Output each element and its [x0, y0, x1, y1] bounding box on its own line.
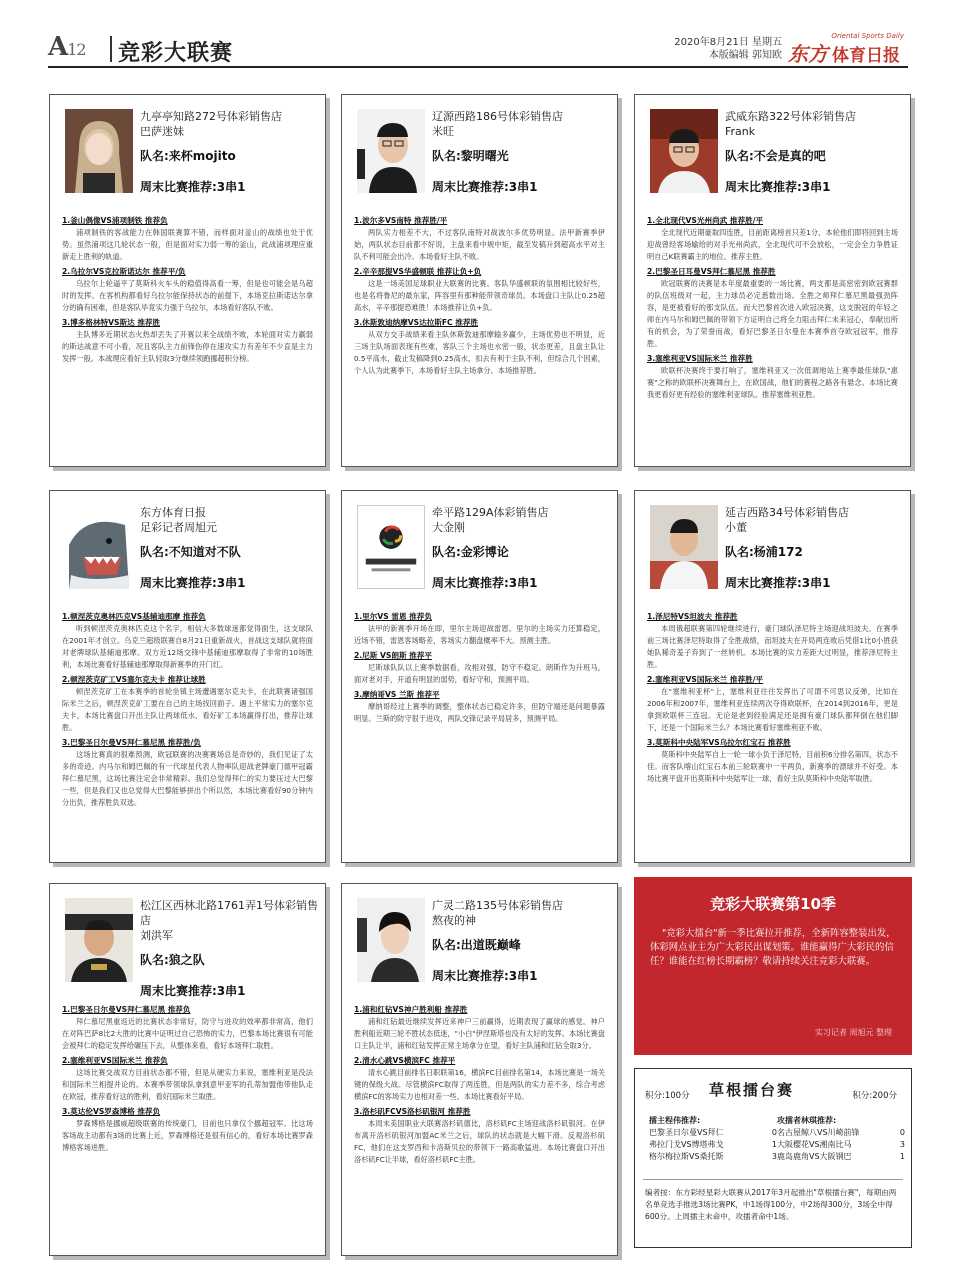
tipster-card	[49, 490, 326, 863]
pick-row: 巴黎圣日尔曼VS拜仁 0	[649, 1128, 777, 1137]
newspaper-logo: Oriental Sports Daily 东方 体育日报	[788, 32, 904, 66]
promo-author: 实习记者 周旭元 整理	[814, 1028, 892, 1037]
match-title: 3.巴黎圣日尔曼VS拜仁慕尼黑 推荐胜/负	[62, 738, 201, 747]
right-score: 积分:200分	[852, 1091, 897, 1101]
store-name: 延吉西路34号体彩销售店	[725, 506, 849, 519]
team-name: 队名:出道既巅峰	[432, 938, 521, 952]
store-name: 东方体育日报	[140, 506, 206, 519]
match-title: 2.塞维利亚VS国际米兰 推荐负	[62, 1056, 168, 1065]
match-title: 1.里尔VS 雷恩 推荐负	[354, 612, 432, 621]
issue-editor: 本版编辑 郭知欧	[708, 50, 782, 61]
store-name: 牵平路129A体彩销售店	[432, 506, 549, 519]
pick-row: 格尔梅拉斯VS桑托斯 3	[649, 1152, 777, 1161]
grassroots-challenge-box	[634, 1068, 912, 1248]
team-name: 队名:不知道对不队	[140, 545, 241, 559]
match-analysis	[62, 1004, 313, 1156]
match-text: 这是一场美国足球职业大联赛的比赛。客队华盛顿联的氛围相比较好些，也是名将鲁尼的最东家，阵容里有那种能带领奇球员。本场盘口主队让0.25超高水，辛辛那提恐难胜！本场推荐让负+负。	[354, 279, 605, 312]
challenger-picks	[777, 1115, 905, 1163]
match-text: 两队实力相差不大，不过客队南特对战波尔多优势明显。法甲新赛季伊始，两队状态目前都不好说，主盘来看中规中矩，截至发稿升到超高水平对主队不利可能会出冷。本场看好主队不败。	[354, 228, 605, 261]
weekend-recommendation: 周末比赛推荐:3串1	[725, 576, 831, 590]
header-divider	[110, 36, 112, 62]
match-title: 2.巴黎圣日耳曼VS拜仁慕尼黑 推荐胜	[647, 267, 776, 276]
match-text: 浦项制铁的客战能力在韩国联赛算不错，而样面对釜山的战绩也处于优势。虽然浦项这几轮状态一般，但是面对实力弱一筹的釜山，此战浦项理应重新走上胜利的轨道。	[62, 228, 313, 261]
season-promo-box	[634, 877, 912, 1055]
page-header	[48, 30, 908, 68]
divider	[643, 1179, 903, 1180]
match-title: 2.顿涅茨克矿工VS塞尔克夫卡 推荐让球胜	[62, 675, 206, 684]
match-title: 3.博多格林特VS斯达 推荐胜	[62, 318, 161, 327]
issue-date: 2020年8月21日 星期五	[674, 37, 782, 48]
match-title: 2.塞维利亚VS国际米兰 推荐胜/平	[647, 675, 764, 684]
team-name: 队名:狼之队	[140, 953, 205, 967]
match-title: 3.莫达伦VS罗森博格 推荐负	[62, 1107, 161, 1116]
tipster-name: 大金刚	[432, 521, 465, 534]
tipster-name: 刘洪军	[140, 929, 173, 942]
champion-heading: 擂主程伟推荐:	[649, 1116, 701, 1125]
promo-body: "竞彩大擂台"新一季比赛拉开推荐，全新阵容整装出发，体彩网点业主为广大彩民出谋划策。谁能赢得广大彩民的信任？谁能在红榜长期霸榜？敬请持续关注竞彩大联赛。	[650, 928, 896, 967]
match-text: 听到顿涅茨克奥林匹克这个名字，相信大多数球迷都觉得面生，这支球队在2001年才创立。乌克兰超级联赛自8月21日重新战火，首战这支球队就将面对老牌球队基辅迪那摩。双方近12场交锋中基辅迪那摩取得了非常的10场胜利，本场比赛看好基辅迪那摩取得新赛季的开门红。	[62, 624, 313, 669]
match-analysis	[62, 611, 313, 811]
tipster-name: 熬夜的神	[432, 914, 476, 927]
match-title: 3.塞维利亚VS国际米兰 推荐胜	[647, 354, 753, 363]
match-analysis	[62, 215, 313, 367]
match-title: 2.辛辛那提VS华盛顿联 推荐让负+负	[354, 267, 482, 276]
match-text: 浦和红钻最近继续发挥近来神户三前赢得，近期表现了赢球的感觉。神户胜利船近期三轮不胜状态低迷，"小白"伊涅斯塔也没有太好的发挥。本场比赛盘口主队让半，浦和红钻发挥正常主场拿分在望，看好主队浦和红钻全取3分。	[354, 1017, 605, 1050]
avatar	[650, 505, 718, 589]
team-name: 队名:黎明曙光	[432, 149, 509, 163]
grassroots-title: 草根擂台赛	[709, 1081, 795, 1099]
pick-row: 大阪樱花VS湘南比马 3	[777, 1140, 905, 1149]
match-text: 清水心跳目前排名日职联第16，横滨FC目前排名第14，本场比赛是一场关键的保级大战。尽管横滨FC取得了两连胜，但是两队的实力差不多，综合考虑横滨FC的客场实力也相对差一些。本场比赛看好平局。	[354, 1068, 605, 1101]
match-text: 罗森博格是挪威超级联赛的传统豪门，目前也只拿仅个挪超冠军。比这场客场战主动都有3场的比赛上近，罗森博格还是很有信心的，看好本场比赛罗森博格客场进胜。	[62, 1119, 313, 1152]
match-title: 1.波尔多VS南特 推荐胜/平	[354, 216, 448, 225]
avatar	[357, 109, 425, 193]
match-text: 这场比赛真的很难预测，欧冠联赛的决赛赛场总是奇妙的，我们见证了太多的奇迹。内马尔和姆巴佩的有一代球星代表人物率队迎战老牌豪门德甲冠霸拜仁慕尼黑，这场比赛注定会非常精彩。我们总觉得拜仁的实力要压过大巴黎一些，但是我们又也总觉得大巴黎能够拼出个所以然，本场比赛看好90分钟内分出负，推荐胜负双选。	[62, 750, 313, 807]
weekend-recommendation: 周末比赛推荐:3串1	[140, 576, 246, 590]
match-text: 本周俄超联赛第四轮继续进行，豪门球队泽尼特主场迎战坦波夫。在赛季前三场比赛泽尼特取得了全胜战绩，而坦波夫在开局两连败后凭借1比0小胜获她队稀奇羞子弃到了一丝转机。本场比赛的实力差距大过明显，推荐泽尼特主胜。	[647, 624, 898, 669]
page-number: A12	[48, 32, 86, 62]
store-name: 武威东路322号体彩销售店	[725, 110, 856, 123]
tipster-name: 小董	[725, 521, 747, 534]
tipster-card	[634, 490, 911, 863]
weekend-recommendation: 周末比赛推荐:3串1	[432, 576, 538, 590]
champion-picks	[649, 1115, 777, 1163]
avatar	[357, 505, 425, 589]
match-text: 本周末美国职业大联赛洛杉矶德比，洛杉矶FC主场迎战洛杉矶银河。在伊布离开洛杉矶银河加盟AC米兰之后，球队的状态就是大幅下滑。反观洛杉矶FC，他们在这支罗西和卡洛斯贝拉的带领下一路高歌猛进。本场比赛盘口开出洛杉矶FC让半球，看好洛杉矶FC主胜。	[354, 1119, 605, 1164]
promo-title: 竞彩大联赛第10季	[710, 895, 836, 913]
weekend-recommendation: 周末比赛推荐:3串1	[432, 969, 538, 983]
team-name: 队名:来杯mojito	[140, 149, 236, 163]
match-text: 尼斯球队队以上赛季数据看，攻相对强，防守不稳定。朗斯作为升班马，面对老对手，开道有明显的弱势，看好守和，预测平局。	[354, 663, 605, 684]
section-title: 竞彩大联赛	[118, 41, 234, 66]
match-title: 3.休斯敦迪纳摩VS达拉斯FC 推荐胜	[354, 318, 479, 327]
match-title: 3.洛杉矶FCVS洛杉矶银河 推荐胜	[354, 1107, 471, 1116]
match-title: 2.尼斯 VS朗斯 推荐平	[354, 651, 432, 660]
store-name: 辽源西路186号体彩销售店	[432, 110, 563, 123]
match-text: 欧联杯决赛终于要打响了，塞维利亚又一次低调地站上赛季最佳球队"惠赛"之称的欧联杯决赛舞台上，在欧国战，他们的赛程之路各有悬念。本场比赛我更看好更有经验的塞维利亚球队。推荐塞维利亚胜。	[647, 366, 898, 399]
match-text: 顿涅茨克矿工在本赛季的首轮坐镇主场遭遇塞尔克夫卡，在此联赛诸强国际米兰之后，顿涅茨克矿工要在自己的主场找回面子。遇上平常实力的塞尔克夫卡，本场比赛盘口开出主队让两球低水，看好矿工本场赢得打出，推荐让球胜。	[62, 687, 313, 732]
match-text: 乌拉尔上轮逼平了莫斯科火车头的稳值得高看一筹，但是也可能会是乌超时的发挥。在客机构都看好乌拉尔能保持状态的前提下，本场克拉斯诺达尔拿分的确有困难，但是客队毕竟实力强于乌拉尔，本场看好客队不败。	[62, 279, 313, 312]
weekend-recommendation: 周末比赛推荐:3串1	[432, 180, 538, 194]
avatar	[65, 109, 133, 193]
match-title: 1.全北现代VS光州尚武 推荐胜/平	[647, 216, 764, 225]
match-text: 从双方交手战绩来看主队休斯敦迪那摩输多赢少，主场优势也不明显，近三场主队场面表现有些难，客队三个主场也水密一般，状态更差，且盘主队让0.5平高水，截止发稿降到0.25高水，扣去有利于主队不利，但综合几个因素，个人认为此赛季下，本场看好主队主场拿分。本场推荐胜。	[354, 330, 605, 375]
match-analysis	[354, 1004, 605, 1168]
tipster-name: Frank	[725, 125, 756, 138]
store-name: 广灵二路135号体彩销售店	[432, 899, 563, 912]
match-text: 在"塞维利亚杯"上，塞维利亚往往发挥出了可谓不可思议反弹，比如在2006年和2007年，塞维利亚连续两次夺得欧联杯，在2014到2016年，更是拿到欧联杯三连冠。无论是老到经验满足还是拥有豪门球队都拜倒在他们脚下，还是一个国际米兰么？本场比赛看好塞维利亚不败。	[647, 687, 898, 732]
weekend-recommendation: 周末比赛推荐:3串1	[725, 180, 831, 194]
avatar	[357, 898, 425, 982]
pick-row: 弗拉门戈VS博塔弗戈 1	[649, 1140, 777, 1149]
match-text: 全北现代近期豪取四连胜，目前距离榜首只差1分，本轮他们即将回到主场迎战曾经客场输给的对手光州尚武，全北现代可不会放松，一定会全力争胜证明自己K联赛霸主的地位。推荐主胜。	[647, 228, 898, 261]
match-title: 3.摩纳哥VS 兰斯 推荐平	[354, 690, 440, 699]
match-analysis	[647, 215, 898, 403]
store-name: 九亭亭知路272号体彩销售店	[140, 110, 282, 123]
team-name: 队名:不会是真的吧	[725, 149, 826, 163]
match-title: 1.泽尼特VS坦波夫 推荐胜	[647, 612, 738, 621]
match-analysis	[354, 611, 605, 727]
tipster-card	[634, 94, 911, 467]
tipster-card	[49, 94, 326, 467]
tipster-name: 米旺	[432, 125, 454, 138]
tipster-name: 巴萨迷妹	[140, 125, 184, 138]
match-title: 1.浦和红钻VS神户胜利船 推荐胜	[354, 1005, 468, 1014]
pick-row: 名古屋鲸八VS川崎前锋 0	[777, 1128, 905, 1137]
weekend-recommendation: 周末比赛推荐:3串1	[140, 984, 246, 998]
match-text: 莫斯科中央陆军自上一轮一球小负于泽尼特，目前积6分排名第四，状态不佳。而客队喀山红宝石本前三轮联赛中一平两负，新赛季的漂球并不好受。本场比赛平盘开出莫斯科中央陆军让一球，看好主队莫斯科中央陆军取胜。	[647, 750, 898, 783]
avatar	[65, 898, 133, 982]
match-text: 摩纳哥经过上赛季的调整，整体状态已稳定许多，但防守端还是问题暴露明显。兰斯的防守很于进攻，两队交锋记录平局居多，预测平局。	[354, 702, 605, 723]
match-text: 主队博多近期状态火热却丢失了开赛以来全战绩不败，本轮面对实力羸弱的斯达战意不可小看，况且客队主力前锋伤停在速攻实力有差年不少直是主力发挥一般。本战理应看好主队轻取3分继续领跑挪超积分榜。	[62, 330, 313, 363]
match-analysis	[354, 215, 605, 379]
avatar	[650, 109, 718, 193]
tipster-card	[49, 883, 326, 1256]
match-title: 1.釜山偶像VS浦项制铁 推荐负	[62, 216, 168, 225]
match-text: 拜仁慕尼黑重返近的比赛状态非常好，防守与进攻的效率都非常高，他们在对阵巴萨8比2大胜的比赛中证明过自己恐怖的实力，巴黎本场比赛很有可能会被拜仁的稳定发挥给碾压下去，从整体来看，看好本场拜仁取胜。	[62, 1017, 313, 1050]
pick-row: 鹿岛鹿角VS大阪钢巴 1	[777, 1152, 905, 1161]
tipster-name: 足彩记者周旭元	[140, 521, 217, 534]
match-title: 1.巴黎圣日尔曼VS拜仁慕尼黑 推荐负	[62, 1005, 191, 1014]
weekend-recommendation: 周末比赛推荐:3串1	[140, 180, 246, 194]
tipster-card	[341, 490, 618, 863]
match-text: 欧冠联赛的决赛是本年度最重要的一场比赛，两支都是高密密到欧冠赛群的队伍班级对一起，主力球员必定悉数出场。全胜之师拜仁慕尼黑最强劲阵容，是更被看好的那支队伍。而大巴黎首次进入欧冠决赛，这支脱冠的年轻之师在内马尔和姆巴佩的带领下方证明自己将全力阻击拜仁未来冠心，奉献出所有的机会，为了荣誉而战，看好巴黎圣日尔曼在本赛季首夺欧冠冠军，推荐胜。	[647, 279, 898, 348]
match-title: 3.莫斯科中央陆军VS乌拉尔红宝石 推荐胜	[647, 738, 791, 747]
issue-info	[674, 36, 782, 62]
match-title: 2.乌拉尔VS克拉斯诺达尔 推荐平/负	[62, 267, 186, 276]
avatar	[65, 505, 133, 589]
match-title: 1.顿涅茨克奥林匹克VS基辅迪那摩 推荐负	[62, 612, 206, 621]
challenger-heading: 攻擂者林琪推荐:	[777, 1116, 837, 1125]
match-analysis	[647, 611, 898, 787]
store-name: 松江区西林北路1761弄1号体彩销售店	[140, 899, 318, 927]
match-title: 2.清水心跳VS横滨FC 推荐平	[354, 1056, 456, 1065]
tipster-card	[341, 94, 618, 467]
team-name: 队名:金彩博论	[432, 545, 509, 559]
match-text: 这场比赛交战双方目前状态都不错，但是从硬实力来说，塞维利亚是没法和国际米兰相提并论的。本赛季带领球队拿到意甲亚军的孔蒂加盟他带他队走在欧冠，推荐看好这的胜利，看好国际米兰取胜。	[62, 1068, 313, 1101]
left-score: 积分:100分	[645, 1091, 690, 1101]
tipster-card	[341, 883, 618, 1256]
match-text: 法甲的新赛季开场在即，里尔主场迎战雷恩。里尔的主场实力还算稳定，近场不错，雷恩客场略差，客场实力翻盘概率不大。预测主胜。	[354, 624, 605, 645]
editor-note: 编者按：东方彩经星彩大联赛从2017年3月起推出"草根擂台赛"，每期由两名单竞选手推选3场比赛PK，中1场得100分，中2场得300分，3场全中得600分。上周擂主未命中，攻擂者命中1场。	[645, 1188, 897, 1221]
team-name: 队名:杨浦172	[725, 545, 803, 559]
